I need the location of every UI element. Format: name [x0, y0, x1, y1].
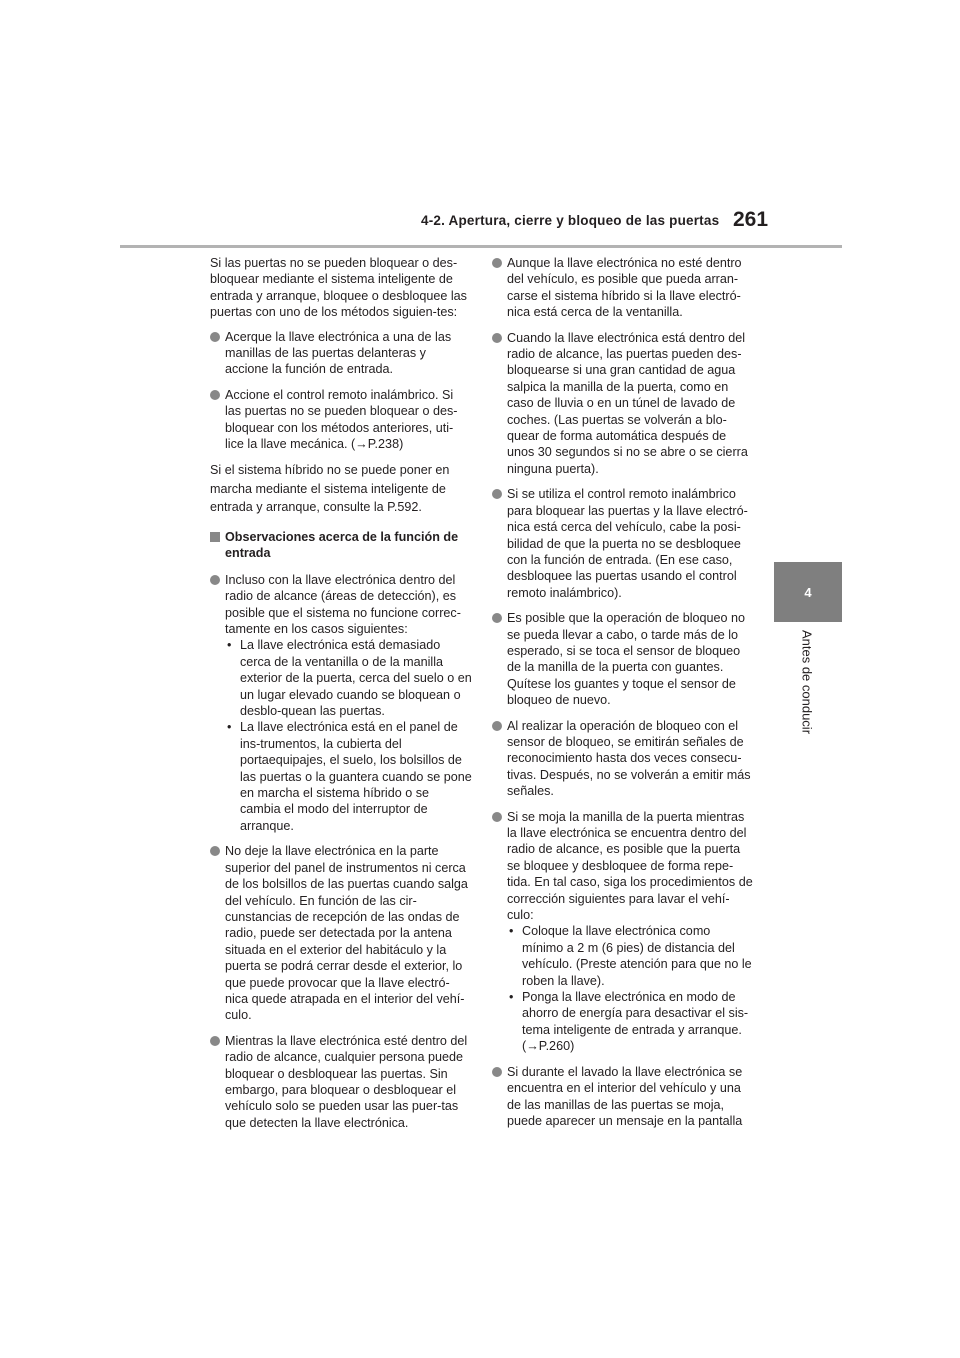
- intro-paragraph: Si las puertas no se pueden bloquear o des-bloquear mediante el sistema inteligente de entrada y arranque, bloquee o desbloquee las puertas con uno de los métodos siguien-tes:: [210, 256, 467, 320]
- right-column: [492, 255, 754, 1138]
- list-item: Aunque la llave electrónica no esté dentro del vehículo, es posible que pueda arran-carse el sistema híbrido si la llave electró-nica está cerca de la ventanilla.: [492, 255, 754, 321]
- bullet-icon: [210, 332, 220, 342]
- bullet-icon: [210, 575, 220, 585]
- section-heading: Observaciones acerca de la función de entrada: [210, 529, 472, 562]
- chapter-number: 4: [804, 584, 812, 600]
- list-item: No deje la llave electrónica en la parte superior del panel de instrumentos ni cerca de los bolsillos de las puertas cuando salga del vehículo. En función de las cir-cunstancias de recepción de las ondas de radio, puede ser detectada por la antena situada en el exterior del habitáculo y la puerta se podrá cerrar desde el exterior, lo que puede provocar que la llave electró-nica quede atrapada en el interior del vehí-culo.: [210, 843, 472, 1023]
- header-divider: [120, 245, 842, 248]
- sub-bullet-icon: •: [509, 924, 514, 939]
- list-item: Si durante el lavado la llave electrónica se encuentra en el interior del vehículo y una de las manillas de las puertas se moja, puede aparecer un mensaje en la pantalla: [492, 1064, 754, 1130]
- bullet-icon: [492, 1067, 502, 1077]
- list-item: Mientras la llave electrónica esté dentro del radio de alcance, cualquier persona puede bloquear o desbloquear las puertas. Sin embargo, para bloquear o desbloquear el vehículo solo se pueden usar las puer-tas que detecten la llave electrónica.: [210, 1033, 472, 1131]
- bullet-icon: [210, 390, 220, 400]
- bullet-icon: [492, 812, 502, 822]
- hybrid-note-line: Si el sistema híbrido no se puede poner en: [210, 463, 450, 478]
- sub-bullet-icon: •: [227, 720, 232, 735]
- list-item: Acerque la llave electrónica a una de las manillas de las puertas delanteras y accione la función de entrada.: [210, 329, 472, 378]
- bullet-icon: [492, 613, 502, 623]
- bullet-icon: [210, 846, 220, 856]
- page-number: 261: [733, 208, 769, 231]
- bullet-icon: [492, 258, 502, 268]
- list-item: Si se utiliza el control remoto inalámbrico para bloquear las puertas y la llave electró-nica está cerca del vehículo, cabe la posi-bilidad de que la puerta no se desbloquee con la función de entrada. (En ese caso, desbloquee las puertas usando el control remoto inalámbrico).: [492, 486, 754, 601]
- list-item: Incluso con la llave electrónica dentro del radio de alcance (áreas de detección), es posible que el sistema no funcione correc-tamente en los casos siguientes: • La llave electrónica está demasiado cerca de la ventanilla o de la manilla exterior de la puerta, cerca del suelo o en un lugar elevado cuando se bloquean o desblo-quean las puertas. • La llave electrónica está en el panel de ins-trumentos, la cubierta del portaequipajes, el suelo, los bolsillos de las puertas o la guantera cuando se pone en marcha el sistema híbrido o se cambia el modo del interruptor de arranque.: [210, 572, 472, 835]
- bullet-icon: [492, 333, 502, 343]
- chapter-tab: [774, 562, 842, 622]
- bullet-icon: [492, 721, 502, 731]
- hybrid-note-line: entrada y arranque, consulte la P.592.: [210, 500, 422, 515]
- sub-list-item: • La llave electrónica está en el panel de ins-trumentos, la cubierta del portaequipajes, el suelo, los bolsillos de las puertas o la guantera cuando se pone en marcha el sistema híbrido o se cambia el modo del interruptor de arranque.: [227, 720, 472, 833]
- list-item: Al realizar la operación de bloqueo con el sensor de bloqueo, se emitirán señales de reconocimiento hasta dos veces consecu-tivas. Después, no se volverán a emitir más señales.: [492, 718, 754, 800]
- list-item: Accione el control remoto inalámbrico. Si las puertas no se pueden bloquear o des-bloquear con los métodos anteriores, uti-lice la llave mecánica. (→P.238): [210, 387, 472, 453]
- square-bullet-icon: [210, 532, 220, 542]
- sub-list-item: • Coloque la llave electrónica como mínimo a 2 m (6 pies) de distancia del vehículo. (Preste atención para que no le roben la llave).: [509, 924, 752, 988]
- sub-list-item: • Ponga la llave electrónica en modo de ahorro de energía para desactivar el sis-tema inteligente de entrada y arranque. (→P.260): [509, 990, 749, 1054]
- sub-bullet-icon: •: [509, 990, 514, 1005]
- hybrid-note-line: marcha mediante el sistema inteligente de: [210, 481, 446, 496]
- left-column: [210, 255, 472, 1140]
- sub-bullet-icon: •: [227, 638, 232, 653]
- list-item: Es posible que la operación de bloqueo no se pueda llevar a cabo, o tarde más de lo esperado, si se toca el sensor de bloqueo de la manilla de la puerta con guantes. Quítese los guantes y toque el sensor de bloqueo de nuevo.: [492, 610, 754, 708]
- sub-list-item: • La llave electrónica está demasiado cerca de la ventanilla o de la manilla exterior de la puerta, cerca del suelo o en un lugar elevado cuando se bloquean o desblo-quean las puertas.: [227, 638, 472, 719]
- section-title: 4-2. Apertura, cierre y bloqueo de las puertas: [421, 213, 720, 228]
- bullet-icon: [210, 1036, 220, 1046]
- chapter-label: Antes de conducir: [799, 629, 815, 735]
- bullet-icon: [492, 489, 502, 499]
- list-item: Cuando la llave electrónica está dentro del radio de alcance, las puertas pueden des-bloquearse si una gran cantidad de agua salpica la manilla de la puerta, como en caso de lluvia o en un túnel de lavado de coches. (Las puertas se volverán a blo-quear de forma automática después de unos 30 segundos si no se abre o se cierra ninguna puerta).: [492, 330, 754, 478]
- list-item: Si se moja la manilla de la puerta mientras la llave electrónica se encuentra dentro del radio de alcance, es posible que la puerta se bloquee y desbloquee de forma repe-tida. En tal caso, siga los procedimientos de corrección siguientes para lavar el vehí-culo: • Coloque la llave electrónica como mínimo a 2 m (6 pies) de distancia del vehículo. (Preste atención para que no le roben la llave). • Ponga la llave electrónica en modo de ahorro de energía para desactivar el sis-tema inteligente de entrada y arranque. (→P.260): [492, 809, 754, 1055]
